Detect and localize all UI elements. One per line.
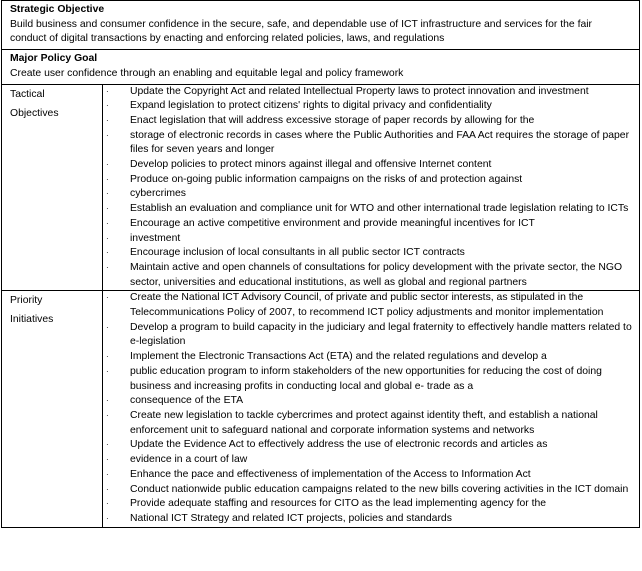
policy-goal-cell	[2, 50, 640, 84]
bullet-icon: ·	[106, 410, 109, 420]
tactical-item-text: Encourage inclusion of local consultants in all public sector ICT contracts	[130, 247, 465, 259]
tactical-item-text: storage of electronic records in cases where the Public Authorities and FAA Act requires the storage of paper files for seven years and longer	[130, 129, 630, 156]
tactical-list-item	[103, 114, 639, 129]
tactical-list-item	[103, 129, 639, 158]
priority-initiatives-row	[2, 291, 640, 527]
tactical-list-item	[103, 158, 639, 173]
bullet-icon: ·	[106, 322, 109, 332]
tactical-item-text: Encourage an active competitive environment and provide meaningful incentives for ICT	[130, 217, 535, 229]
priority-item-text: Create the National ICT Advisory Council, of private and public sector interests, as stipulated in the Telecommunications Policy of 2007, to recommend ICT policy adjustments and monitor implementation	[130, 292, 604, 319]
tactical-list-item	[103, 85, 639, 100]
priority-list-item	[103, 350, 639, 365]
bullet-icon: ·	[106, 366, 109, 376]
tactical-list-item	[103, 232, 639, 247]
policy-goal-row	[2, 50, 640, 84]
tactical-item-text: Update the Copyright Act and related Intellectual Property laws to protect innovation and investment	[130, 85, 589, 97]
policy-goal-heading: Major Policy Goal	[10, 53, 98, 65]
bullet-icon: ·	[106, 174, 109, 184]
priority-label-line2: Initiatives	[10, 314, 54, 326]
priority-initiatives-list	[103, 291, 639, 526]
priority-item-text: public education program to inform stakeholders of the new opportunities for reducing the cost of doing business and increasing profits in conducting local and global e- trade as a	[130, 365, 602, 392]
bullet-icon: ·	[106, 455, 109, 465]
tactical-objectives-row	[2, 84, 640, 291]
bullet-icon: ·	[106, 248, 109, 258]
tactical-list-item	[103, 99, 639, 114]
tactical-item-text: Develop policies to protect minors against illegal and offensive Internet content	[130, 159, 492, 171]
policy-goal-text: Create user confidence through an enabling and equitable legal and policy framework	[10, 67, 404, 79]
priority-item-text: Develop a program to build capacity in the judiciary and legal fraternity to effectively handle matters related to e-legislation	[130, 321, 632, 348]
priority-item-text: National ICT Strategy and related ICT projects, policies and standards	[130, 512, 452, 524]
tactical-label-line2: Objectives	[10, 107, 59, 119]
bullet-icon: ·	[106, 396, 109, 406]
tactical-list-item	[103, 261, 639, 290]
bullet-icon: ·	[106, 262, 109, 272]
bullet-icon: ·	[106, 513, 109, 523]
priority-item-text: Enhance the pace and effectiveness of implementation of the Access to Information Act	[130, 468, 531, 480]
bullet-icon: ·	[106, 189, 109, 199]
bullet-icon: ·	[106, 101, 109, 111]
bullet-icon: ·	[106, 499, 109, 509]
tactical-item-text: Enact legislation that will address excessive storage of paper records by allowing for the	[130, 114, 535, 126]
priority-list-item	[103, 365, 639, 394]
bullet-icon: ·	[106, 352, 109, 362]
tactical-list-item	[103, 246, 639, 261]
priority-list-item	[103, 291, 639, 320]
priority-list-item	[103, 321, 639, 350]
tactical-item-text: Maintain active and open channels of consultations for policy development with the private sector, the NGO sector, universities and educational institutions, as well as global and regional partners	[130, 261, 623, 288]
bullet-icon: ·	[106, 115, 109, 125]
strategic-objective-heading: Strategic Objective	[10, 4, 105, 15]
bullet-icon: ·	[106, 86, 109, 96]
priority-item-text: evidence in a court of law	[130, 454, 248, 466]
tactical-objectives-list	[103, 85, 639, 291]
tactical-item-text: cybercrimes	[130, 188, 187, 200]
bullet-icon: ·	[106, 440, 109, 450]
priority-list-item	[103, 468, 639, 483]
priority-list-item	[103, 394, 639, 409]
tactical-list-item	[103, 187, 639, 202]
bullet-icon: ·	[106, 233, 109, 243]
tactical-list-item	[103, 202, 639, 217]
priority-item-text: Provide adequate staffing and resources for CITO as the lead implementing agency for the	[130, 498, 547, 510]
priority-item-text: consequence of the ETA	[130, 395, 244, 407]
priority-initiatives-label	[2, 291, 103, 527]
priority-list-item	[103, 409, 639, 438]
priority-initiatives-list-cell	[103, 291, 640, 527]
priority-item-text: Create new legislation to tackle cybercrimes and protect against identity theft, and establish a national enforcement unit to safeguard national and corporate information systems and networks	[130, 409, 598, 436]
priority-list-item	[103, 438, 639, 453]
bullet-icon: ·	[106, 204, 109, 214]
tactical-list-item	[103, 173, 639, 188]
policy-table	[1, 0, 640, 528]
bullet-icon: ·	[106, 218, 109, 228]
bullet-icon: ·	[106, 484, 109, 494]
priority-list-item	[103, 483, 639, 498]
bullet-icon: ·	[106, 293, 109, 303]
bullet-icon: ·	[106, 469, 109, 479]
tactical-item-text: investment	[130, 232, 181, 244]
priority-list-item	[103, 497, 639, 512]
bullet-icon: ·	[106, 160, 109, 170]
priority-label-line1: Priority	[10, 295, 43, 307]
priority-list-item	[103, 512, 639, 527]
priority-item-text: Update the Evidence Act to effectively address the use of electronic records and articles as	[130, 439, 548, 451]
tactical-label-line1: Tactical	[10, 88, 45, 100]
strategic-objective-text: Build business and consumer confidence in the secure, safe, and dependable use of ICT infrastructure and services for the fair conduct of digital transactions by enacting and enforcing related policies, laws, and regulations	[10, 18, 593, 45]
bullet-icon: ·	[106, 130, 109, 140]
priority-list-item	[103, 453, 639, 468]
priority-item-text: Implement the Electronic Transactions Act (ETA) and the related regulations and develop a	[130, 351, 547, 363]
tactical-item-text: Produce on-going public information campaigns on the risks of and protection against	[130, 173, 523, 185]
tactical-list-item	[103, 217, 639, 232]
tactical-objectives-label	[2, 84, 103, 291]
priority-item-text: Conduct nationwide public education campaigns related to the new bills covering activities in the ICT domain	[130, 483, 629, 495]
strategic-objective-cell	[2, 1, 640, 50]
tactical-item-text: Establish an evaluation and compliance unit for WTO and other international trade legislation relating to ICTs	[130, 203, 629, 215]
strategic-objective-row	[2, 1, 640, 50]
tactical-item-text: Expand legislation to protect citizens' rights to digital privacy and confidentiality	[130, 100, 492, 112]
tactical-objectives-list-cell	[103, 84, 640, 291]
